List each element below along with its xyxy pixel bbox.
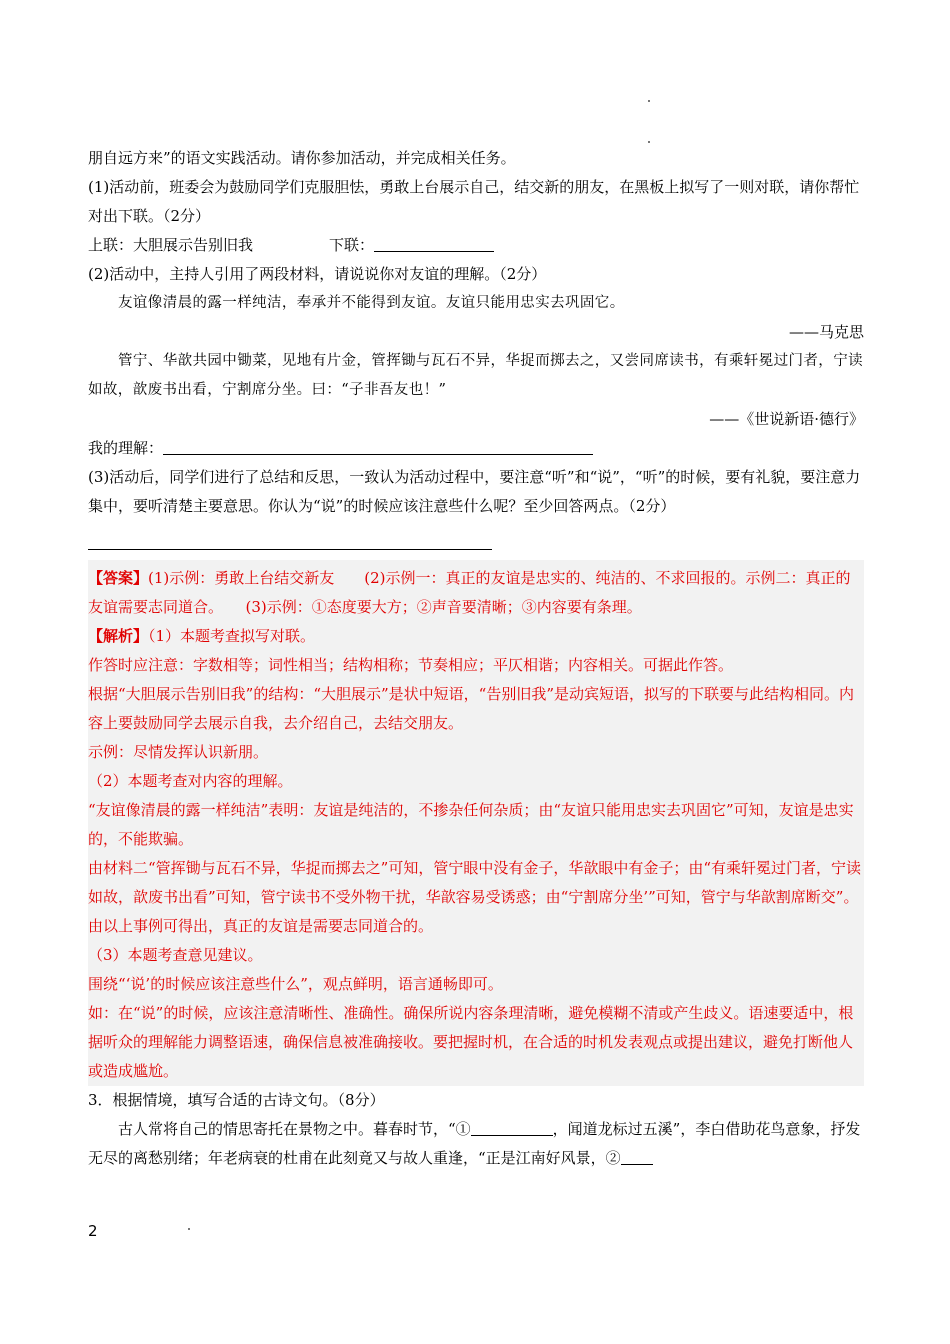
analysis-7: 由材料二“管挥锄与瓦石不异，华捉而掷去之”可知，管宁眼中没有金子，华歆眼中有金子；由“有乘轩冕过门者，宁读如故，歆废书出看”可知，管宁读书不受外物干扰，华歆容易受诱惑；由“宁割席分坐’”可知，管宁与华歆割席断交”。由以上事例可得出，真正的友谊是需要志同道合的。 xyxy=(88,859,862,935)
question-intro: 朋自远方来”的语文实践活动。请你参加活动，并完成相关任务。 xyxy=(88,149,516,167)
understanding-row xyxy=(88,434,864,463)
quote-1: 友谊像清晨的露一样纯洁，奉承并不能得到友谊。友谊只能用忠实去巩固它。 xyxy=(118,295,625,311)
couplet-lower-blank[interactable] xyxy=(374,236,494,252)
q4-text-a: 古人常将自己的情思寄托在景物之中。暮春时节，“① xyxy=(118,1120,471,1138)
question-4-title: 3．根据情境，填写合适的古诗文句。（8分） xyxy=(88,1091,385,1109)
document-body xyxy=(88,144,864,1173)
answer-box xyxy=(88,560,864,1086)
poem-blank-1[interactable] xyxy=(471,1120,553,1136)
analysis-2: 作答时应注意：字数相等；词性相当；结构相称；节奏相应；平仄相谐；内容相关。可据此作答。 xyxy=(88,656,734,674)
answer-paragraph xyxy=(88,564,864,622)
scan-dot xyxy=(188,1228,190,1230)
question-3: (3)活动后，同学们进行了总结和反思，一致认为活动过程中，要注意“听”和“说”，“听”的时候，要有礼貌，要注意力集中，要听清楚主要意思。你认为“说”的时候应该注意些什么呢？至少回答两点。（2分） xyxy=(88,468,861,515)
analysis-tag: 【解析】 xyxy=(88,627,149,645)
scan-dot xyxy=(648,100,650,102)
understanding-label: 我的理解： xyxy=(88,439,164,457)
q4-text-b: ，闻道龙标过五溪”，李白借助花鸟意象，抒发无尽的离愁别绪；年老病衰的杜甫在此刻竟又与故人重逢，“正是江南好风景，② xyxy=(88,1120,861,1167)
analysis-9: 围绕“‘说’的时候应该注意些什么”，观点鲜明，语言通畅即可。 xyxy=(88,975,503,993)
analysis-8: （3）本题考查意见建议。 xyxy=(88,946,263,964)
answer-tag: 【答案】 xyxy=(88,569,149,587)
understanding-blank[interactable] xyxy=(163,439,593,455)
page-number: 2 xyxy=(88,1222,98,1240)
analysis-5: （2）本题考查对内容的理解。 xyxy=(88,772,293,790)
quote-2: 管宁、华歆共园中锄菜，见地有片金，管挥锄与瓦石不异，华捉而掷去之，又尝同席读书，有乘轩冕过门者，宁读如故，歆废书出看，宁割席分坐。曰：“子非吾友也！” xyxy=(88,353,863,398)
analysis-1: （1）本题考查拟写对联。 xyxy=(148,627,316,645)
couplet-row xyxy=(88,231,864,260)
couplet-upper: 上联：大胆展示告别旧我 xyxy=(88,236,254,254)
quote-1-source: ——马克思 xyxy=(788,323,864,341)
scan-dot xyxy=(648,141,650,143)
quote-2-source: ——《世说新语·德行》 xyxy=(709,410,864,428)
couplet-lower-label: 下联： xyxy=(329,236,375,254)
answer-line[interactable] xyxy=(88,527,492,550)
question-4-text xyxy=(88,1115,864,1173)
analysis-6: “友谊像清晨的露一样纯洁”表明：友谊是纯洁的，不掺杂任何杂质；由“友谊只能用忠实去巩固它”可知，友谊是忠实的，不能欺骗。 xyxy=(88,801,854,848)
analysis-4: 示例：尽情发挥认识新朋。 xyxy=(88,743,269,761)
question-1: (1)活动前，班委会为鼓励同学们克服胆怯，勇敢上台展示自己，结交新的朋友，在黑板上拟写了一则对联，请你帮忙对出下联。（2分） xyxy=(88,178,860,225)
analysis-paragraph xyxy=(88,622,864,651)
question-2: (2)活动中，主持人引用了两段材料，请说说你对友谊的理解。（2分） xyxy=(88,265,547,283)
analysis-10: 如：在“说”的时候，应该注意清晰性、准确性。确保所说内容条理清晰，避免模糊不清或产生歧义。语速要适中，根据听众的理解能力调整语速，确保信息被准确接收。要把握时机，在合适的时机发表观点或提出建议，避免打断他人或造成尴尬。 xyxy=(88,1004,854,1080)
answer-text: (1)示例：勇敢上台结交新友 (2)示例一：真正的友谊是忠实的、纯洁的、不求回报的。示例二：真正的友谊需要志同道合。 (3)示例：①态度要大方；②声音要清晰；③内容要有条理。 xyxy=(88,569,851,616)
analysis-3: 根据“大胆展示告别旧我”的结构：“大胆展示”是状中短语，“告别旧我”是动宾短语，拟写的下联要与此结构相同。内容上要鼓励同学去展示自我，去介绍自己，去结交朋友。 xyxy=(88,685,855,732)
poem-blank-2[interactable] xyxy=(621,1149,653,1165)
